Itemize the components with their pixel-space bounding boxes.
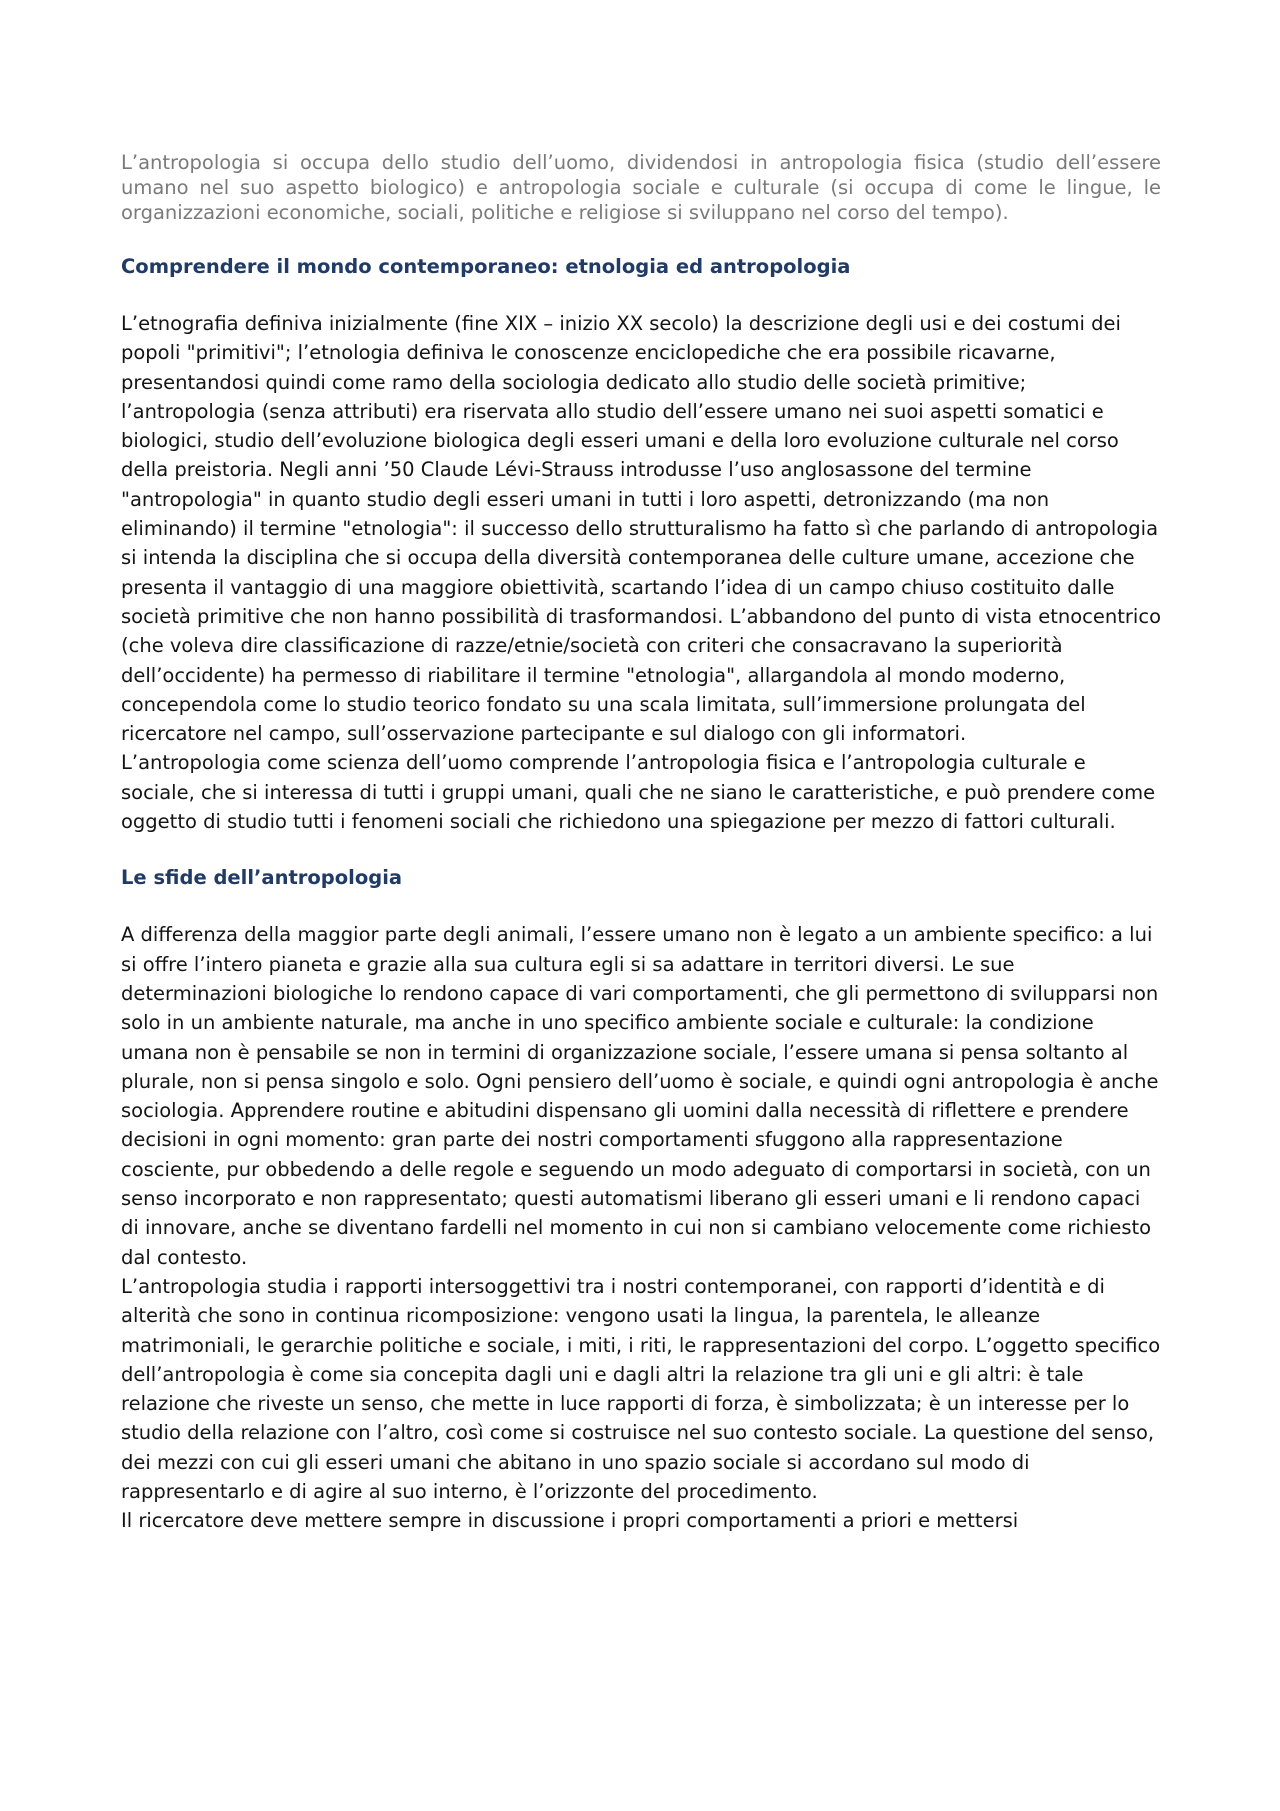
paragraph-essere-umano: A differenza della maggior parte degli animali, l’essere umano non è legato a un ambiente specifico: a lui si offre l’intero pianeta e grazie alla sua cultura egli si sa adattare in territori diversi. Le sue determinazioni biologiche lo rendono capace di vari comportamenti, che gli permettono di svilupparsi non solo in un ambiente naturale, ma anche in uno specifico ambiente sociale e culturale: la condizione umana non è pensabile se non in termini di organizzazione sociale, l’essere umana si pensa soltanto al plurale, non si pensa singolo e solo. Ogni pensiero dell’uomo è sociale, e quindi ogni antropologia è anche sociologia. Apprendere routine e abitudini dispensano gli uomini dalla necessità di riflettere e prendere decisioni in ogni momento: gran parte dei nostri comportamenti sfuggono alla rappresentazione cosciente, pur obbedendo a delle regole e seguendo un modo adeguato di comportarsi in società, con un senso incorporato e non rappresentato; questi automatismi liberano gli esseri umani e li rendono capaci di innovare, anche se diventano fardelli nel momento in cui non si cambiano velocemente come richiesto dal contesto. — [121, 923, 1159, 1269]
section-heading-etnologia: Comprendere il mondo contemporaneo: etnologia ed antropologia — [121, 255, 851, 278]
intro-paragraph: L’antropologia si occupa dello studio dell’uomo, dividendosi in antropologia fisica (studio dell’essere umano nel suo aspetto biologico) e antropologia sociale e culturale (si occupa di come le lingue, le organizzazioni economiche, sociali, politiche e religiose si sviluppano nel corso del tempo). — [121, 151, 1161, 224]
section-heading-sfide: Le sfide dell’antropologia — [121, 866, 403, 890]
paragraph-ricercatore: Il ricercatore deve mettere sempre in discussione i propri comportamenti a priori e mettersi — [121, 1509, 1019, 1533]
paragraph-rapporti-intersoggettivi: L’antropologia studia i rapporti intersoggettivi tra i nostri contemporanei, con rapporti d’identità e di alterità che sono in continua ricomposizione: vengono usati la lingua, la parentela, le alleanze matrimoniali, le gerarchie politiche e sociale, i miti, i riti, le rappresentazioni del corpo. L’oggetto specifico dell’antropologia è come sia concepita dagli uni e dagli altri la relazione tra gli uni e gli altri: è tale relazione che riveste un senso, che mette in luce rapporti di forza, è simbolizzata; è un interesse per lo studio della relazione con l’altro, così come si costruisce nel suo contesto sociale. La questione del senso, dei mezzi con cui gli esseri umani che abitano in uno spazio sociale si accordano sul modo di rappresentarlo e di agire al suo interno, è l’orizzonte del procedimento. — [121, 1274, 1161, 1503]
paragraph-etnografia: L’etnografia definiva inizialmente (fine XIX – inizio XX secolo) la descrizione degli usi e dei costumi dei popoli "primitivi"; l’etnologia definiva le conoscenze enciclopediche che era possibile ricavarne, presentandosi quindi come ramo della sociologia dedicato allo studio delle società primitive; l’antropologia (senza attributi) era riservata allo studio dell’essere umano nei suoi aspetti somatici e biologici, studio dell’evoluzione biologica degli esseri umani e della loro evoluzione culturale nel corso della preistoria. Negli anni ’50 Claude Lévi-Strauss introdusse l’uso anglosassone del termine "antropologia" in quanto studio degli esseri umani in tutti i loro aspetti, detronizzando (ma non eliminando) il termine "etnologia": il successo dello strutturalismo ha fatto sì che parlando di antropologia si intenda la disciplina che si occupa della diversità contemporanea delle culture umane, accezione che presenta il vantaggio di una maggiore obiettività, scartando l’idea di un campo chiuso costituito dalle società primitive che non hanno possibilità di trasformandosi. L’abbandono del punto di vista etnocentrico (che voleva dire classificazione di razze/etnie/società con criteri che consacravano la superiorità dell’occidente) ha permesso di riabilitare il termine "etnologia", allargandola al mondo moderno, concependola come lo studio teorico fondato su una scala limitata, sull’immersione prolungata del ricercatore nel campo, sull’osservazione partecipante e sul dialogo con gli informatori. — [121, 312, 1161, 746]
document-body — [121, 150, 1161, 1536]
paragraph-scienza-uomo: L’antropologia come scienza dell’uomo comprende l’antropologia fisica e l’antropologia culturale e sociale, che si interessa di tutti i gruppi umani, quali che ne siano le caratteristiche, e può prendere come oggetto di studio tutti i fenomeni sociali che richiedono una spiegazione per mezzo di fattori culturali. — [121, 751, 1156, 834]
